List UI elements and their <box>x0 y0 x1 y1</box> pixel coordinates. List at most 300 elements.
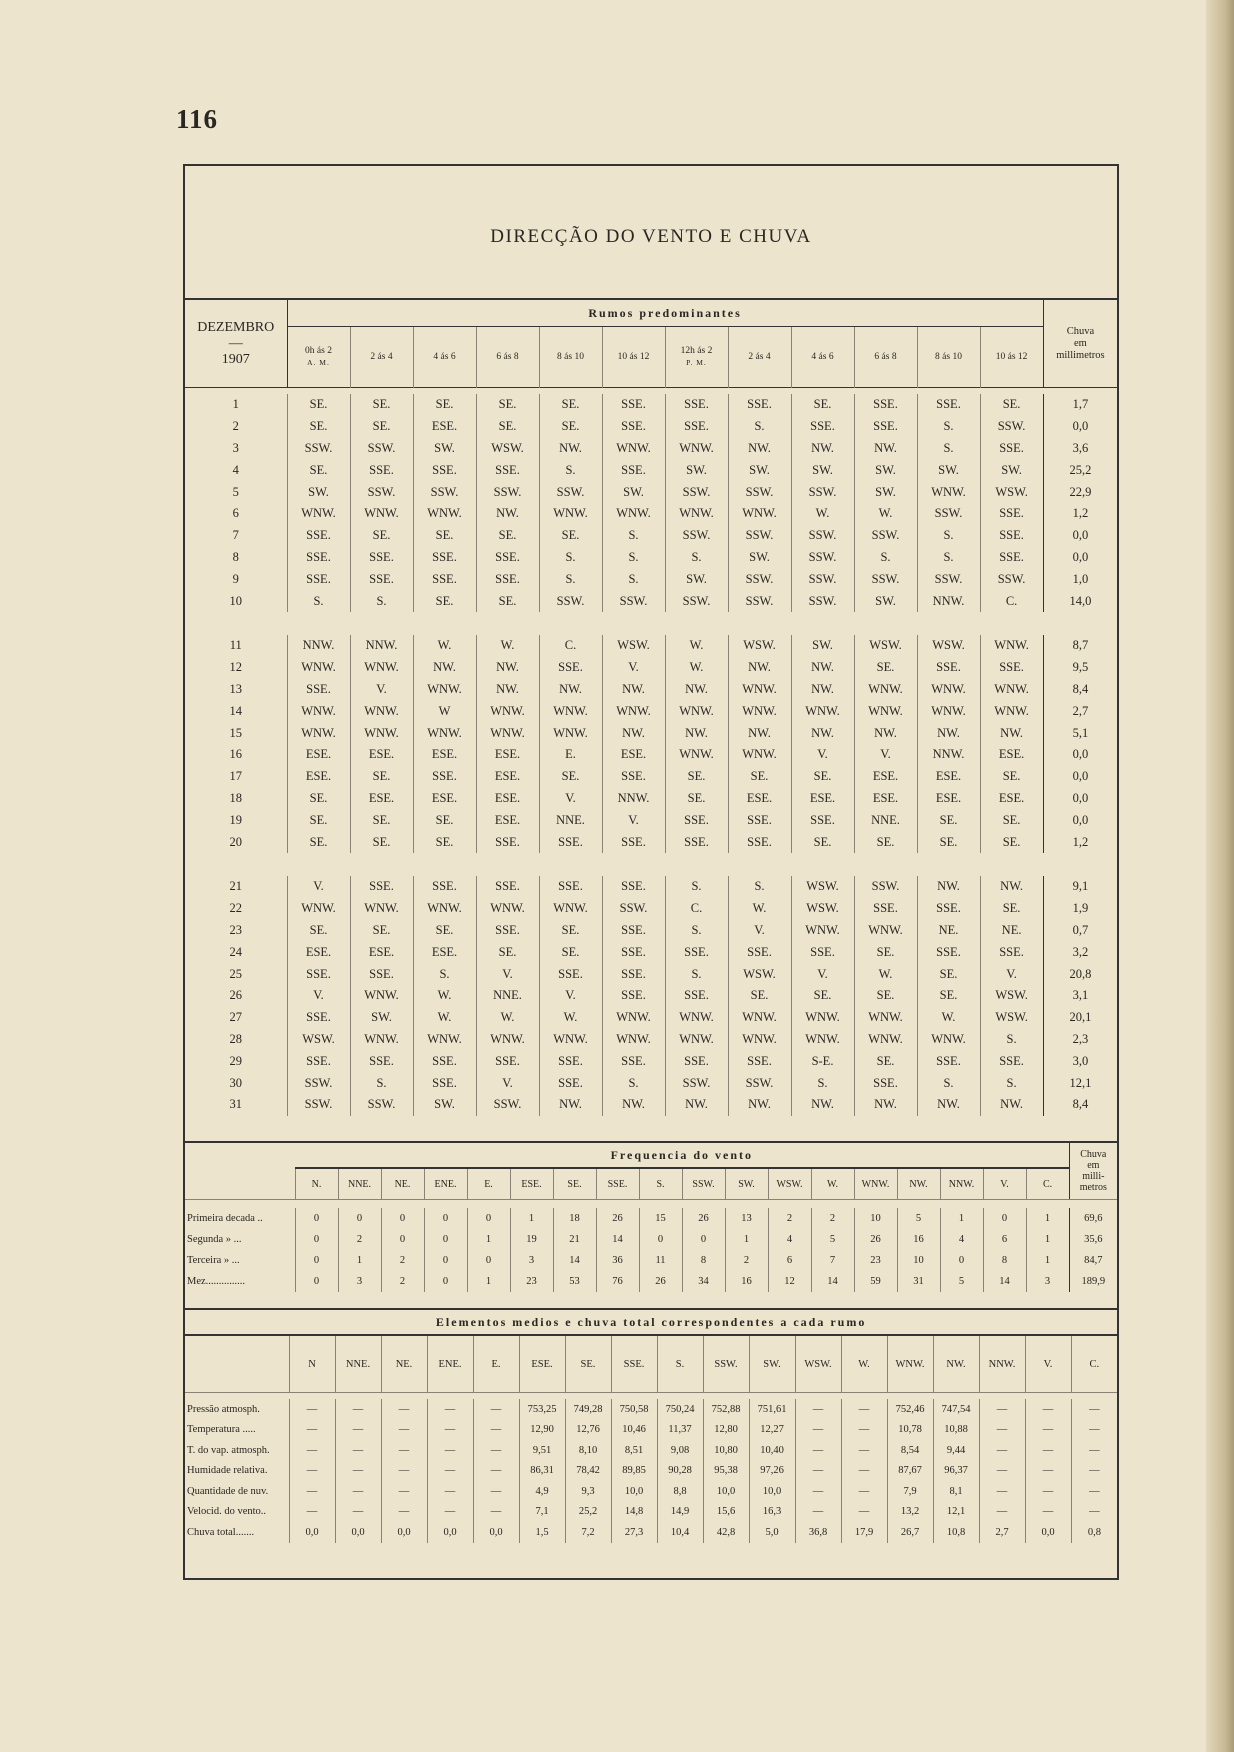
rain-value: 3,2 <box>1043 941 1117 963</box>
wind-direction-cell: WNW. <box>602 1007 665 1029</box>
element-value-cell: — <box>381 1420 427 1441</box>
wind-direction-cell: NW. <box>980 876 1043 898</box>
wind-direction-cell: SE. <box>350 920 413 942</box>
wind-direction-cell: ESE. <box>350 744 413 766</box>
wind-direction-cell: WNW. <box>791 700 854 722</box>
element-value-cell: 96,37 <box>933 1461 979 1482</box>
element-value-cell: — <box>335 1440 381 1461</box>
element-value-cell: 26,7 <box>887 1522 933 1543</box>
wind-direction-cell: SE. <box>476 525 539 547</box>
wind-direction-cell: SSE. <box>602 920 665 942</box>
element-value-cell: 8,1 <box>933 1481 979 1502</box>
wind-direction-cell: SSE. <box>350 568 413 590</box>
section-heading: Elementos medios e chuva total correspondentes a cada rumo <box>185 1309 1117 1335</box>
element-value-cell: — <box>289 1461 335 1482</box>
table-row <box>185 898 1117 920</box>
wind-direction-cell: NW. <box>854 1094 917 1116</box>
element-value-cell: — <box>427 1399 473 1420</box>
wind-direction-cell: ESE. <box>980 744 1043 766</box>
wind-direction-cell: NW. <box>602 679 665 701</box>
wind-direction-cell: W. <box>854 503 917 525</box>
table-row <box>185 941 1117 963</box>
table-row <box>185 1050 1117 1072</box>
wind-direction-cell: SSW. <box>917 568 980 590</box>
time-interval-header <box>791 327 854 388</box>
element-value-cell: 1,5 <box>519 1522 565 1543</box>
wind-direction-cell: S. <box>665 876 728 898</box>
wind-direction-cell: NW. <box>539 1094 602 1116</box>
element-value-cell: — <box>335 1502 381 1523</box>
element-value-cell: — <box>427 1440 473 1461</box>
wind-direction-cell: WNW. <box>602 503 665 525</box>
wind-direction-cell: WNW. <box>539 722 602 744</box>
element-value-cell: — <box>1071 1420 1117 1441</box>
wind-direction-cell: WNW. <box>350 503 413 525</box>
wind-direction-cell: NW. <box>476 503 539 525</box>
wind-direction-cell: SW. <box>728 547 791 569</box>
wind-direction-cell: SSE. <box>791 809 854 831</box>
wind-direction-cell: SSW. <box>602 898 665 920</box>
wind-direction-cell: NW. <box>791 722 854 744</box>
table-row <box>185 590 1117 612</box>
wind-direction-cell: SE. <box>350 525 413 547</box>
direction-header: NE. <box>381 1335 427 1393</box>
column-header-row <box>185 1168 1117 1200</box>
wind-direction-cell: WNW. <box>602 1029 665 1051</box>
element-value-cell: 750,24 <box>657 1399 703 1420</box>
time-label: 10 ás 12 <box>995 352 1028 362</box>
wind-direction-cell: NW. <box>917 876 980 898</box>
wind-direction-cell: SE. <box>917 963 980 985</box>
time-interval-header <box>980 327 1043 388</box>
element-value-cell: — <box>795 1420 841 1441</box>
wind-direction-cell: SSW. <box>665 590 728 612</box>
wind-direction-cell: SE. <box>791 831 854 853</box>
wind-direction-cell: SSE. <box>917 394 980 416</box>
rain-header-line: Chuva <box>1066 325 1095 337</box>
wind-direction-cell: SW. <box>854 459 917 481</box>
wind-direction-cell: SW. <box>665 459 728 481</box>
table-frame <box>183 164 1119 1580</box>
wind-direction-cell: SW. <box>791 635 854 657</box>
wind-direction-cell: SSE. <box>476 1050 539 1072</box>
wind-direction-cell: SSE. <box>539 657 602 679</box>
direction-header: NNW. <box>979 1335 1025 1393</box>
wind-direction-cell: SW. <box>791 459 854 481</box>
element-value-cell: — <box>795 1502 841 1523</box>
day-number: 26 <box>229 988 242 1003</box>
wind-direction-cell: SSE. <box>413 1072 476 1094</box>
rain-value: 0,0 <box>1043 416 1117 438</box>
wind-direction-cell: S. <box>917 525 980 547</box>
element-value-cell: 25,2 <box>565 1502 611 1523</box>
wind-direction-cell: SE. <box>665 788 728 810</box>
table-row <box>185 416 1117 438</box>
wind-direction-cell: SSE. <box>287 1050 350 1072</box>
time-interval-header <box>665 327 728 388</box>
rain-value: 69,6 <box>1069 1208 1117 1229</box>
wind-direction-cell: NW. <box>791 679 854 701</box>
wind-direction-cell: W. <box>413 635 476 657</box>
time-label: 0h ás 2 <box>305 346 332 356</box>
row-label: Segunda » ... <box>187 1234 242 1245</box>
rain-value: 2,3 <box>1043 1029 1117 1051</box>
wind-direction-cell: SE. <box>287 920 350 942</box>
time-interval-header <box>287 327 350 388</box>
wind-direction-cell: NNW. <box>917 590 980 612</box>
rain-header-line: em <box>1073 337 1087 349</box>
wind-direction-cell: SE. <box>980 766 1043 788</box>
frequency-cell: 0 <box>467 1250 510 1271</box>
wind-direction-cell: C. <box>980 590 1043 612</box>
element-value-cell: 7,2 <box>565 1522 611 1543</box>
rain-value: 0,0 <box>1043 525 1117 547</box>
wind-direction-cell: WNW. <box>413 503 476 525</box>
element-value-cell: 747,54 <box>933 1399 979 1420</box>
element-value-cell: 753,25 <box>519 1399 565 1420</box>
frequency-cell: 1 <box>725 1229 768 1250</box>
element-value-cell: — <box>427 1461 473 1482</box>
frequency-cell: 1 <box>1026 1250 1069 1271</box>
wind-direction-cell: WNW. <box>665 1007 728 1029</box>
wind-direction-cell: NE. <box>917 920 980 942</box>
rain-header-line: metros <box>1079 1182 1107 1193</box>
rain-value: 3,1 <box>1043 985 1117 1007</box>
wind-direction-cell: V. <box>287 985 350 1007</box>
time-label: 10 ás 12 <box>617 352 650 362</box>
wind-direction-cell: V. <box>980 963 1043 985</box>
element-value-cell: 95,38 <box>703 1461 749 1482</box>
wind-direction-cell: WNW. <box>728 700 791 722</box>
wind-direction-cell: WNW. <box>980 635 1043 657</box>
element-value-cell: 750,58 <box>611 1399 657 1420</box>
wind-direction-cell: WNW. <box>602 438 665 460</box>
wind-direction-cell: WNW. <box>350 985 413 1007</box>
wind-direction-cell: SSE. <box>350 963 413 985</box>
wind-direction-cell: WNW. <box>287 898 350 920</box>
frequency-cell: 1 <box>510 1208 553 1229</box>
rain-value: 189,9 <box>1069 1271 1117 1292</box>
table-row <box>185 1208 1117 1229</box>
wind-direction-cell: SE. <box>854 831 917 853</box>
wind-direction-cell: S. <box>602 547 665 569</box>
wind-direction-cell: SSW. <box>539 481 602 503</box>
rain-value: 0,0 <box>1043 809 1117 831</box>
element-value-cell: — <box>979 1481 1025 1502</box>
element-value-cell: — <box>979 1440 1025 1461</box>
table-row <box>185 766 1117 788</box>
element-value-cell: — <box>1071 1461 1117 1482</box>
wind-direction-cell: WSW. <box>602 635 665 657</box>
wind-direction-cell: WNW. <box>413 722 476 744</box>
table-row <box>185 459 1117 481</box>
rain-value: 9,1 <box>1043 876 1117 898</box>
frequency-cell: 0 <box>381 1208 424 1229</box>
label-column-header <box>185 1335 289 1393</box>
wind-direction-cell: SSE. <box>665 809 728 831</box>
wind-direction-cell: ESE. <box>980 788 1043 810</box>
wind-direction-cell: SSW. <box>791 481 854 503</box>
frequency-cell: 12 <box>768 1271 811 1292</box>
wind-direction-cell: SSE. <box>728 809 791 831</box>
wind-direction-cell: WNW. <box>854 700 917 722</box>
time-interval-header <box>728 327 791 388</box>
wind-direction-cell: SSE. <box>665 985 728 1007</box>
frequency-cell: 0 <box>983 1208 1026 1229</box>
wind-direction-cell: SE. <box>287 416 350 438</box>
wind-direction-cell: WSW. <box>854 635 917 657</box>
frequency-cell: 3 <box>510 1250 553 1271</box>
direction-header: NW. <box>933 1335 979 1393</box>
wind-direction-cell: SSE. <box>917 657 980 679</box>
day-number: 5 <box>232 484 239 499</box>
wind-direction-cell: WNW. <box>665 438 728 460</box>
table-row <box>185 1440 1117 1461</box>
rain-value: 5,1 <box>1043 722 1117 744</box>
element-value-cell: — <box>795 1461 841 1482</box>
element-value-cell: — <box>473 1399 519 1420</box>
direction-header: SSW. <box>682 1168 725 1200</box>
frequency-cell: 19 <box>510 1229 553 1250</box>
time-interval-header <box>539 327 602 388</box>
rain-value: 84,7 <box>1069 1250 1117 1271</box>
frequency-cell: 18 <box>553 1208 596 1229</box>
frequency-cell: 31 <box>897 1271 940 1292</box>
wind-direction-cell: WNW. <box>287 657 350 679</box>
wind-direction-cell: S. <box>602 1072 665 1094</box>
wind-direction-cell: SSE. <box>413 547 476 569</box>
rain-value: 8,7 <box>1043 635 1117 657</box>
wind-direction-cell: V. <box>602 657 665 679</box>
day-number: 18 <box>229 790 242 805</box>
wind-direction-cell: S. <box>602 568 665 590</box>
wind-direction-cell: SE. <box>791 394 854 416</box>
wind-direction-cell: WNW. <box>602 700 665 722</box>
wind-direction-cell: SSE. <box>539 963 602 985</box>
wind-direction-cell: SE. <box>665 766 728 788</box>
element-value-cell: 9,44 <box>933 1440 979 1461</box>
wind-direction-cell: SE. <box>791 766 854 788</box>
frequency-cell: 0 <box>639 1229 682 1250</box>
element-value-cell: — <box>335 1481 381 1502</box>
table-row <box>185 1072 1117 1094</box>
wind-direction-cell: V. <box>476 1072 539 1094</box>
frequency-cell: 1 <box>467 1229 510 1250</box>
wind-direction-cell: SSE. <box>917 1050 980 1072</box>
time-label: 4 ás 6 <box>433 352 456 362</box>
direction-header: C. <box>1071 1335 1117 1393</box>
wind-direction-cell: SE. <box>413 394 476 416</box>
wind-direction-cell: NW. <box>728 657 791 679</box>
wind-direction-table <box>185 298 1117 1116</box>
frequency-cell: 23 <box>510 1271 553 1292</box>
rain-value: 8,4 <box>1043 679 1117 701</box>
element-value-cell: — <box>381 1502 427 1523</box>
table-row <box>185 963 1117 985</box>
table-row <box>185 438 1117 460</box>
wind-direction-cell: WNW. <box>854 1029 917 1051</box>
element-value-cell: — <box>289 1481 335 1502</box>
element-value-cell: — <box>473 1440 519 1461</box>
table-row <box>185 1481 1117 1502</box>
wind-direction-cell: WNW. <box>728 1029 791 1051</box>
wind-direction-cell: S. <box>980 1072 1043 1094</box>
element-value-cell: — <box>473 1481 519 1502</box>
wind-direction-cell: SSE. <box>287 525 350 547</box>
wind-direction-cell: SSW. <box>728 481 791 503</box>
wind-direction-cell: WNW. <box>476 722 539 744</box>
wind-direction-cell: SSW. <box>350 481 413 503</box>
wind-direction-cell: NW. <box>665 679 728 701</box>
day-number: 13 <box>229 681 242 696</box>
element-value-cell: — <box>289 1440 335 1461</box>
wind-direction-cell: SSW. <box>728 525 791 547</box>
wind-direction-cell: SSE. <box>665 1050 728 1072</box>
element-value-cell: — <box>979 1461 1025 1482</box>
wind-direction-cell: S. <box>539 568 602 590</box>
time-period: P. M. <box>686 358 707 367</box>
direction-header: SSW. <box>703 1335 749 1393</box>
wind-direction-cell: SE. <box>728 766 791 788</box>
wind-direction-cell: S. <box>917 438 980 460</box>
wind-direction-cell: WNW. <box>539 700 602 722</box>
frequency-cell: 1 <box>940 1208 983 1229</box>
element-value-cell: 10,0 <box>749 1481 795 1502</box>
table-row <box>185 809 1117 831</box>
time-interval-header <box>917 327 980 388</box>
wind-direction-cell: WNW. <box>791 1007 854 1029</box>
frequency-cell: 16 <box>897 1229 940 1250</box>
frequency-cell: 0 <box>424 1250 467 1271</box>
element-value-cell: 0,0 <box>335 1522 381 1543</box>
element-value-cell: — <box>473 1420 519 1441</box>
wind-direction-cell: SSW. <box>728 1072 791 1094</box>
wind-direction-cell: WNW. <box>665 700 728 722</box>
element-value-cell: — <box>1025 1481 1071 1502</box>
wind-direction-cell: NNW. <box>917 744 980 766</box>
table-row <box>185 1522 1117 1543</box>
rain-header-line: millimetros <box>1056 349 1105 361</box>
direction-header: WNW. <box>854 1168 897 1200</box>
direction-header: NE. <box>381 1168 424 1200</box>
wind-direction-cell: SSW. <box>350 1094 413 1116</box>
frequency-cell: 0 <box>424 1271 467 1292</box>
table-row <box>185 920 1117 942</box>
direction-header: W. <box>811 1168 854 1200</box>
wind-direction-cell: WNW. <box>980 679 1043 701</box>
wind-direction-cell: WSW. <box>980 481 1043 503</box>
wind-direction-cell: SE. <box>539 394 602 416</box>
row-label: Mez............... <box>187 1276 246 1287</box>
frequency-cell: 1 <box>1026 1208 1069 1229</box>
time-interval-header <box>476 327 539 388</box>
wind-direction-cell: WNW. <box>287 722 350 744</box>
wind-direction-cell: SSE. <box>980 525 1043 547</box>
wind-direction-cell: SW. <box>728 459 791 481</box>
frequency-cell: 0 <box>295 1208 338 1229</box>
wind-direction-cell: NW. <box>791 1094 854 1116</box>
time-interval-header <box>854 327 917 388</box>
direction-header: WSW. <box>768 1168 811 1200</box>
wind-direction-cell: SSE. <box>728 1050 791 1072</box>
table-row <box>185 525 1117 547</box>
table-row <box>185 1271 1117 1292</box>
direction-header: WSW. <box>795 1335 841 1393</box>
section-heading: Rumos predominantes <box>287 299 1043 327</box>
wind-direction-cell: SE. <box>350 809 413 831</box>
wind-direction-cell: SSE. <box>476 920 539 942</box>
wind-direction-cell: ESE. <box>476 744 539 766</box>
rain-value: 0,0 <box>1043 766 1117 788</box>
element-value-cell: — <box>841 1502 887 1523</box>
wind-direction-cell: NW. <box>917 1094 980 1116</box>
table-row <box>185 568 1117 590</box>
element-value-cell: — <box>841 1420 887 1441</box>
frequency-cell: 10 <box>854 1208 897 1229</box>
wind-direction-cell: SSW. <box>539 590 602 612</box>
page-number: 116 <box>176 104 219 134</box>
direction-header: NNE. <box>338 1168 381 1200</box>
direction-header: N <box>289 1335 335 1393</box>
wind-direction-cell: NNW. <box>287 635 350 657</box>
wind-direction-cell: WNW. <box>539 503 602 525</box>
wind-direction-cell: SSE. <box>413 459 476 481</box>
frequency-cell: 5 <box>940 1271 983 1292</box>
wind-direction-cell: SSE. <box>413 568 476 590</box>
frequency-cell: 0 <box>424 1229 467 1250</box>
direction-header: W. <box>841 1335 887 1393</box>
wind-direction-cell: WNW. <box>350 1029 413 1051</box>
frequency-cell: 2 <box>381 1271 424 1292</box>
wind-direction-cell: SW. <box>917 459 980 481</box>
table-row <box>185 722 1117 744</box>
day-number: 27 <box>229 1010 242 1025</box>
frequency-cell: 8 <box>682 1250 725 1271</box>
wind-direction-cell: SE. <box>350 416 413 438</box>
wind-direction-cell: ESE. <box>413 744 476 766</box>
wind-direction-cell: SE. <box>917 985 980 1007</box>
direction-header: S. <box>639 1168 682 1200</box>
wind-direction-cell: WNW. <box>350 722 413 744</box>
element-value-cell: 12,76 <box>565 1420 611 1441</box>
table-row <box>185 1229 1117 1250</box>
element-value-cell: 27,3 <box>611 1522 657 1543</box>
wind-direction-cell: V. <box>728 920 791 942</box>
wind-direction-cell: SSE. <box>539 1050 602 1072</box>
wind-direction-cell: WSW. <box>791 876 854 898</box>
wind-direction-cell: WNW. <box>476 898 539 920</box>
wind-direction-cell: ESE. <box>917 766 980 788</box>
wind-direction-cell: SE. <box>980 809 1043 831</box>
wind-direction-cell: SSW. <box>287 1072 350 1094</box>
frequency-cell: 0 <box>381 1229 424 1250</box>
wind-direction-cell: SSE. <box>602 1050 665 1072</box>
frequency-cell: 2 <box>338 1229 381 1250</box>
element-value-cell: 36,8 <box>795 1522 841 1543</box>
frequency-cell: 0 <box>424 1208 467 1229</box>
wind-direction-cell: NW. <box>980 722 1043 744</box>
wind-direction-cell: SSE. <box>602 459 665 481</box>
table-row <box>185 1461 1117 1482</box>
label-spacer <box>185 1142 295 1168</box>
wind-direction-cell: WNW. <box>791 920 854 942</box>
rain-header-line: Chuva <box>1080 1149 1107 1160</box>
frequency-cell: 26 <box>596 1208 639 1229</box>
wind-direction-cell: WSW. <box>728 963 791 985</box>
element-value-cell: 7,1 <box>519 1502 565 1523</box>
element-value-cell: 10,4 <box>657 1522 703 1543</box>
day-number: 24 <box>229 944 242 959</box>
